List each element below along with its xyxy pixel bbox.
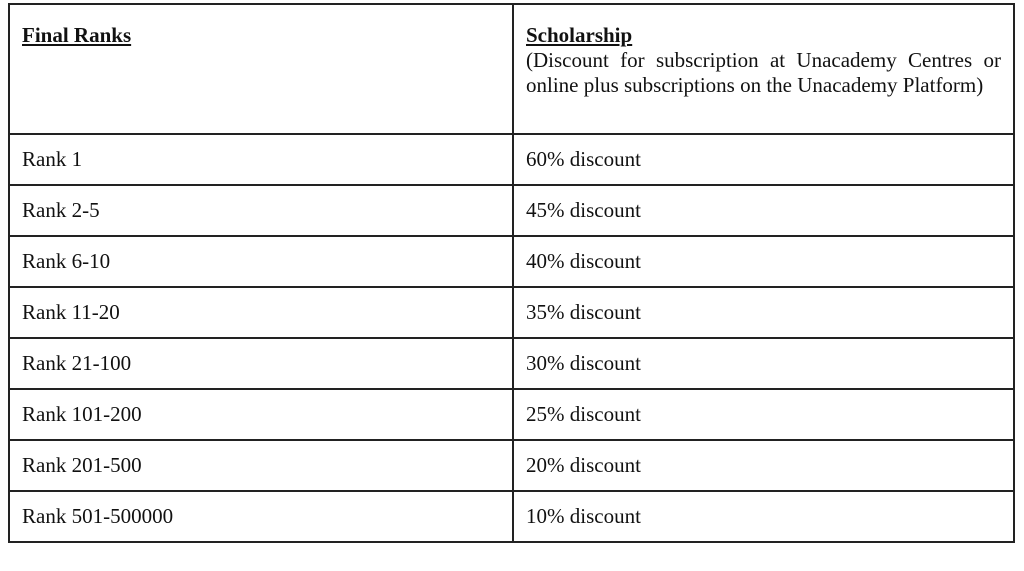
rank-cell: Rank 6-10 <box>9 236 513 287</box>
scholarship-cell: 20% discount <box>513 440 1014 491</box>
rank-cell: Rank 501-500000 <box>9 491 513 542</box>
scholarship-cell: 60% discount <box>513 134 1014 185</box>
header-scholarship-note: (Discount for subscription at Unacademy Centres or online plus subscriptions on the Unacademy Platform) <box>526 48 1001 97</box>
table-row <box>9 338 1014 389</box>
scholarship-cell: 45% discount <box>513 185 1014 236</box>
rank-cell: Rank 101-200 <box>9 389 513 440</box>
rank-cell: Rank 1 <box>9 134 513 185</box>
scholarship-cell: 10% discount <box>513 491 1014 542</box>
scholarship-cell: 40% discount <box>513 236 1014 287</box>
header-scholarship <box>513 4 1014 134</box>
header-scholarship-label: Scholarship <box>526 23 633 47</box>
scholarship-cell: 30% discount <box>513 338 1014 389</box>
table-row <box>9 287 1014 338</box>
table-row <box>9 185 1014 236</box>
scholarship-table <box>8 3 1015 543</box>
rank-cell: Rank 201-500 <box>9 440 513 491</box>
table-row <box>9 236 1014 287</box>
table-row <box>9 134 1014 185</box>
rank-cell: Rank 11-20 <box>9 287 513 338</box>
scholarship-cell: 25% discount <box>513 389 1014 440</box>
table-header-row <box>9 4 1014 134</box>
rank-cell: Rank 2-5 <box>9 185 513 236</box>
table-row <box>9 440 1014 491</box>
rank-cell: Rank 21-100 <box>9 338 513 389</box>
table-row <box>9 389 1014 440</box>
header-final-ranks-label: Final Ranks <box>22 23 132 47</box>
table-row <box>9 491 1014 542</box>
header-final-ranks <box>9 4 513 134</box>
scholarship-cell: 35% discount <box>513 287 1014 338</box>
